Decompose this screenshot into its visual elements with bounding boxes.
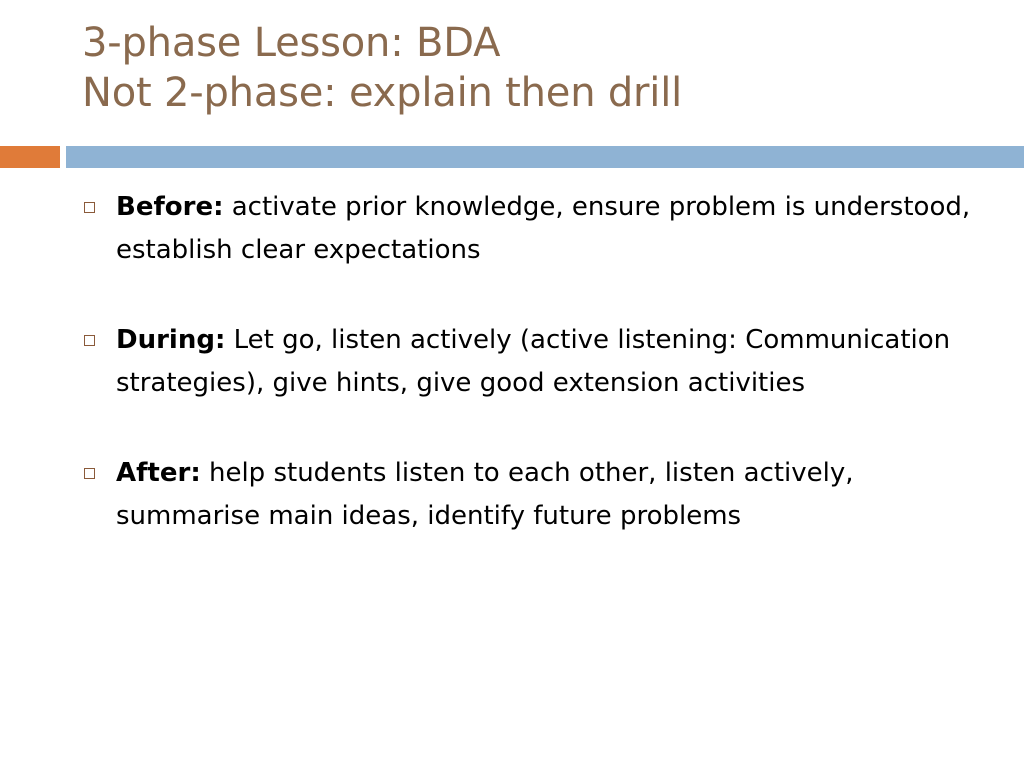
bullet-list [82, 186, 982, 538]
bullet-before-key: Before: [116, 192, 224, 222]
bullet-during [82, 319, 982, 405]
bullet-after-key: After: [116, 458, 201, 488]
slide-title [82, 18, 1002, 118]
bullet-before [82, 186, 982, 272]
title-line-1: 3-phase Lesson: BDA [82, 20, 501, 66]
square-bullet-icon [84, 335, 95, 346]
square-bullet-icon [84, 202, 95, 213]
accent-bar-orange [0, 146, 60, 168]
title-line-2: Not 2-phase: explain then drill [82, 70, 683, 116]
bullet-after [82, 452, 982, 538]
bullet-during-text: Let go, listen actively (active listening: Communication strategies), give hints, give good extension activities [116, 325, 951, 398]
square-bullet-icon [84, 468, 95, 479]
bullet-before-text: activate prior knowledge, ensure problem is understood, establish clear expectations [116, 192, 971, 265]
bullet-after-text: help students listen to each other, listen actively, summarise main ideas, identify future problems [116, 458, 854, 531]
bullet-during-key: During: [116, 325, 226, 355]
accent-bar-blue [66, 146, 1024, 168]
